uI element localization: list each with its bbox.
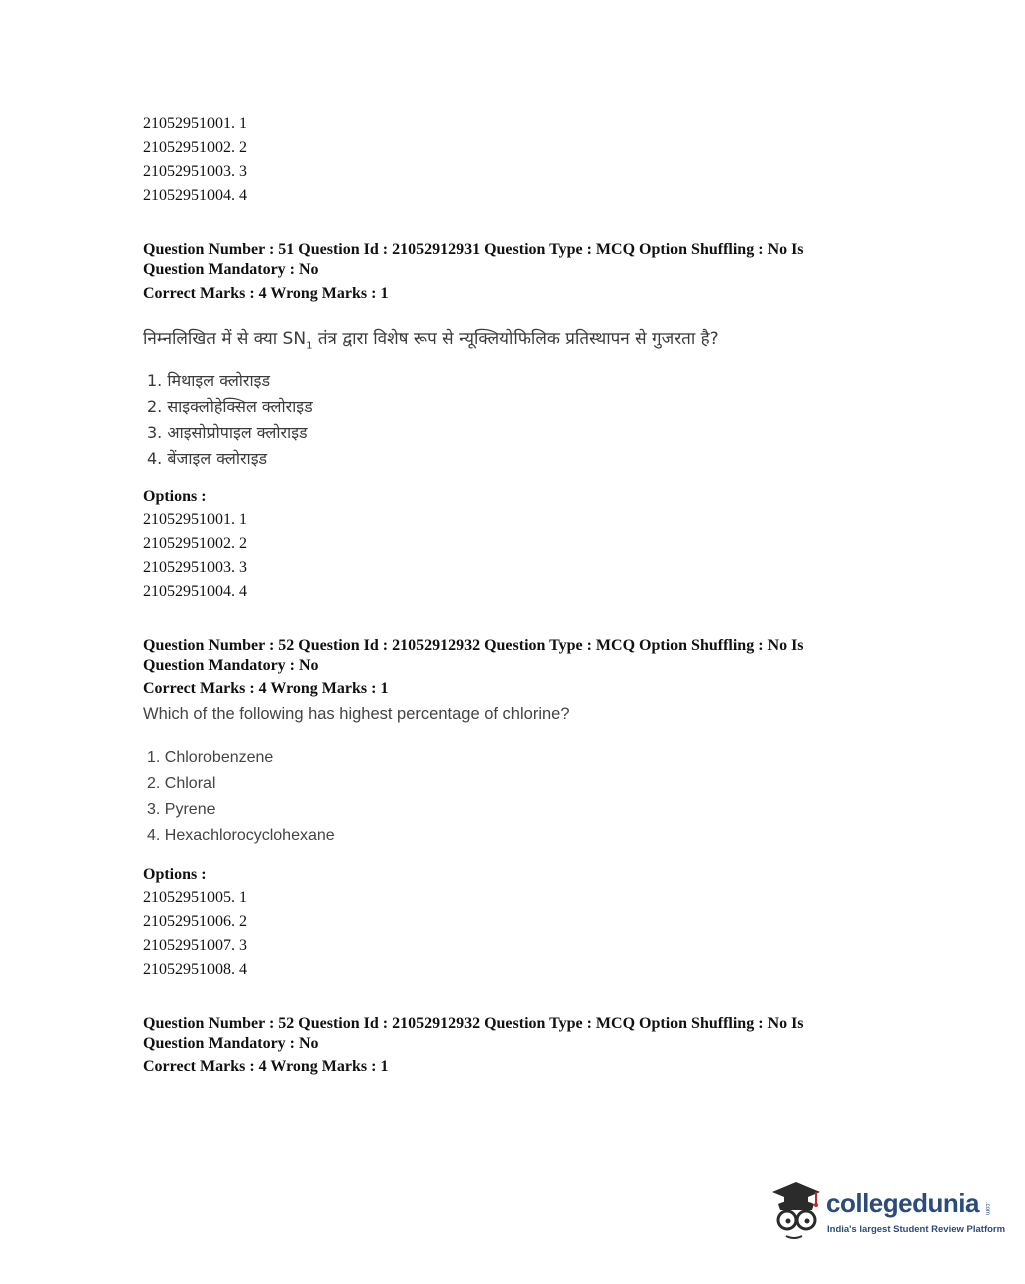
option-line: 21052951004. 4 — [143, 187, 247, 204]
option-line: 21052951003. 3 — [143, 559, 247, 576]
option-line: 21052951001. 1 — [143, 115, 247, 132]
question-mandatory: Question Mandatory : No — [143, 657, 319, 674]
question-marks: Correct Marks : 4 Wrong Marks : 1 — [143, 285, 389, 302]
choice-item: 2. साइक्लोहेक्सिल क्लोराइड — [147, 397, 313, 416]
question-header: Question Number : 52 Question Id : 21052912932 Question Type : MCQ Option Shuffling : No Is — [143, 1015, 804, 1032]
choice-item: 3. आइसोप्रोपाइल क्लोराइड — [147, 423, 308, 442]
choice-item: 4. बेंजाइल क्लोराइड — [147, 449, 268, 468]
question-marks: Correct Marks : 4 Wrong Marks : 1 — [143, 680, 389, 697]
options-label: Options : — [143, 488, 207, 505]
question-mandatory: Question Mandatory : No — [143, 1035, 319, 1052]
logo-wordmark: collegedunia — [826, 1188, 979, 1218]
question-header: Question Number : 51 Question Id : 21052912931 Question Type : MCQ Option Shuffling : No Is — [143, 241, 804, 258]
choice-item: 1. Chlorobenzene — [147, 749, 274, 766]
question-text: Which of the following has highest percentage of chlorine? — [143, 705, 570, 723]
option-line: 21052951002. 2 — [143, 139, 247, 156]
option-line: 21052951006. 2 — [143, 913, 247, 930]
question-text-post: तंत्र द्वारा विशेष रूप से न्यूक्लियोफिलिक प्रतिस्थापन से गुजरता है? — [312, 329, 719, 349]
option-line: 21052951008. 4 — [143, 961, 247, 978]
question-text-pre: निम्नलिखित में से क्या SN — [143, 329, 307, 349]
logo-tagline: India's largest Student Review Platform — [827, 1224, 1006, 1235]
choice-item: 2. Chloral — [147, 775, 216, 792]
option-line: 21052951004. 4 — [143, 583, 247, 600]
question-marks: Correct Marks : 4 Wrong Marks : 1 — [143, 1058, 389, 1075]
logo-com: .com — [984, 1202, 990, 1216]
choice-item: 3. Pyrene — [147, 801, 216, 818]
option-line: 21052951005. 1 — [143, 889, 247, 906]
option-line: 21052951001. 1 — [143, 511, 247, 528]
collegedunia-logo — [766, 1178, 1006, 1248]
mascot-icon — [766, 1178, 826, 1248]
question-text-sub: 1 — [306, 340, 313, 352]
question-header: Question Number : 52 Question Id : 21052912932 Question Type : MCQ Option Shuffling : No Is — [143, 637, 804, 654]
choice-item: 4. Hexachlorocyclohexane — [147, 827, 335, 844]
choice-item: 1. मिथाइल क्लोराइड — [147, 371, 271, 390]
options-label: Options : — [143, 866, 207, 883]
option-line: 21052951002. 2 — [143, 535, 247, 552]
option-line: 21052951003. 3 — [143, 163, 247, 180]
option-line: 21052951007. 3 — [143, 937, 247, 954]
question-text — [143, 326, 719, 351]
question-mandatory: Question Mandatory : No — [143, 261, 319, 278]
